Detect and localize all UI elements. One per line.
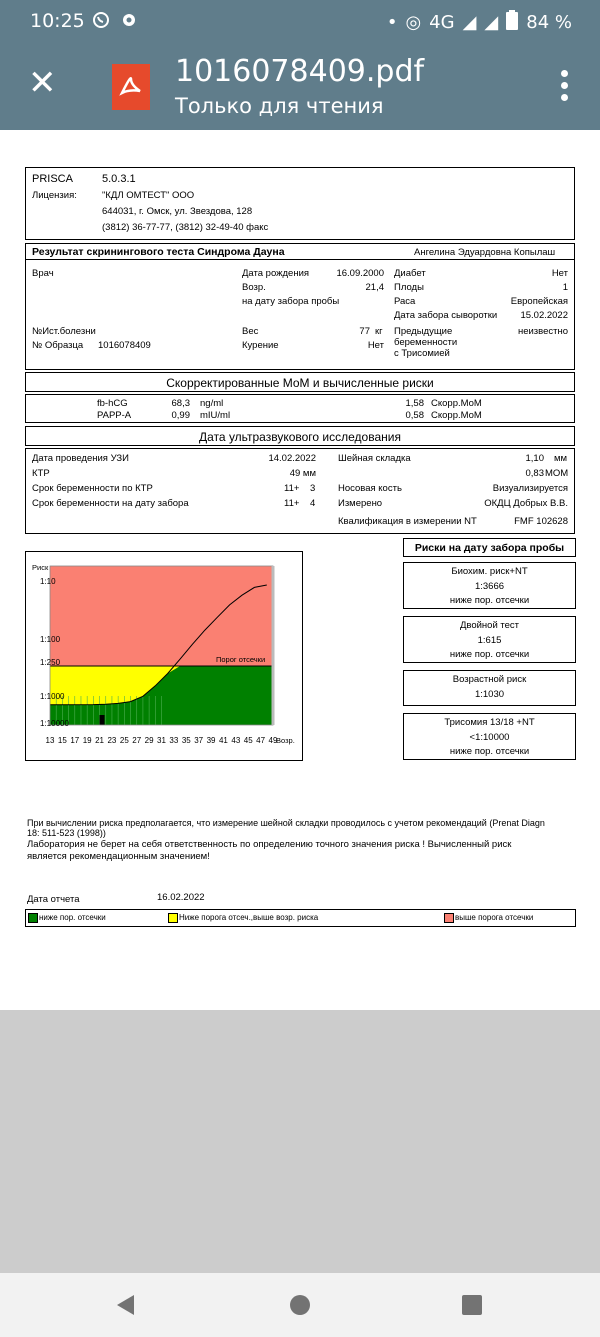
fetuses-value: 1 <box>562 282 568 293</box>
status-time: 10:25 <box>30 10 85 32</box>
legend-swatch-green <box>28 913 38 923</box>
risks-title-box <box>403 538 576 557</box>
risk-card-1 <box>403 562 576 609</box>
mom-row-1-unit: ng/ml <box>200 398 224 409</box>
license-box <box>25 167 575 240</box>
risk-2-note: ниже пор. отсечки <box>449 649 530 660</box>
mom-title-box <box>25 372 575 392</box>
prev-label-3: с Трисомией <box>394 348 450 359</box>
mom-row-2-unit: mIU/ml <box>200 410 231 421</box>
x-tick-label: 21 <box>95 736 105 745</box>
measured-label: Измерено <box>338 498 383 509</box>
risk-1-name: Биохим. риск+NT <box>451 566 528 577</box>
age-value: 21,4 <box>365 282 384 293</box>
qual-label: Квалификация в измерении NT <box>338 516 477 527</box>
term-sample-weeks: 11+ <box>284 498 300 509</box>
x-tick-label: 15 <box>57 736 67 745</box>
nasal-label: Носовая кость <box>338 483 402 494</box>
us-box <box>25 448 575 534</box>
x-tick-label: 47 <box>256 736 266 745</box>
mom-row-2-value: 0,99 <box>171 410 190 421</box>
note-line-1: При вычислении риска предполагается, что измерение шейной складки проводилось с учетом рекомендаций (Prenat Diagn <box>27 818 545 828</box>
result-box <box>25 243 575 370</box>
serum-date-value: 15.02.2022 <box>520 310 568 321</box>
y-tick-label: 1:10000 <box>40 719 69 728</box>
viewer-background <box>0 1010 600 1273</box>
legend-label-green: ниже пор. отсечки <box>39 913 106 922</box>
term-sample-label: Срок беременности на дату забора <box>32 498 189 509</box>
note-line-2: 18: 511-523 (1998)) <box>27 828 106 838</box>
smoking-label: Курение <box>242 340 279 351</box>
dob-label: Дата рождения <box>242 268 310 279</box>
age-note: на дату забора пробы <box>242 296 340 307</box>
nt-mom-unit: МОМ <box>545 468 569 479</box>
y-tick-label: 1:100 <box>40 635 61 644</box>
prev-label-2: беременности <box>394 337 458 348</box>
more-options-icon[interactable] <box>556 70 572 106</box>
race-label: Раса <box>394 296 416 307</box>
x-tick-label: 25 <box>119 736 129 745</box>
race-value: Европейская <box>510 296 568 307</box>
mom-row-2-name: PAPP-A <box>97 410 132 421</box>
risks-title: Риски на дату забора пробы <box>414 542 565 554</box>
company-phones: (3812) 36-77-77, (3812) 32-49-40 факс <box>102 222 269 233</box>
term-ktr-days: 3 <box>310 483 316 494</box>
risk-1-value: 1:3666 <box>474 581 505 592</box>
sample-label: № Образца <box>32 340 84 351</box>
x-axis-label: Возр. <box>276 736 295 745</box>
patient-name: Ангелина Эдуардовна Копылаш <box>414 247 556 258</box>
weight-label: Вес <box>242 326 259 337</box>
doctor-label: Врач <box>32 268 54 279</box>
app-bar <box>0 44 600 130</box>
navigation-bar <box>0 1273 600 1337</box>
y-tick-label: 1:10 <box>40 577 56 586</box>
serum-date-label: Дата забора сыворотки <box>394 310 498 321</box>
y-axis-label: Риск <box>32 563 49 572</box>
risk-4-name: Трисомия 13/18 +NT <box>444 717 535 728</box>
x-tick-label: 35 <box>181 736 191 745</box>
file-title: 1016078409.pdf <box>175 54 425 89</box>
risk-3-name: Возрастной риск <box>452 674 527 685</box>
nt-label: Шейная складка <box>338 453 411 464</box>
dot-icon: • <box>386 12 398 33</box>
prisca-version: 5.0.3.1 <box>102 173 136 185</box>
prev-label-1: Предыдущие <box>394 326 453 337</box>
fetuses-label: Плоды <box>394 282 424 293</box>
recents-icon[interactable] <box>461 1294 483 1316</box>
x-tick-label: 31 <box>157 736 166 745</box>
ktr-label: КТР <box>32 468 50 479</box>
risk-2-name: Двойной тест <box>459 620 520 631</box>
ktr-value: 49 мм <box>289 468 316 479</box>
nt-mom-value: 0,83 <box>525 468 544 479</box>
sample-value: 1016078409 <box>98 340 151 351</box>
x-tick-label: 23 <box>107 736 117 745</box>
x-tick-label: 43 <box>231 736 241 745</box>
weight-value: 77 <box>359 326 370 337</box>
company-name: "КДЛ ОМТЕСТ" ООО <box>102 190 195 201</box>
home-icon[interactable] <box>289 1294 311 1316</box>
risk-4-note: ниже пор. отсечки <box>449 746 530 757</box>
risk-card-2 <box>403 616 576 663</box>
us-title: Дата ультразвукового исследования <box>199 430 401 444</box>
qual-value: FMF 102628 <box>514 516 568 527</box>
dob-value: 16.09.2000 <box>336 268 384 279</box>
pdf-page <box>0 130 600 1010</box>
y-tick-label: 1:250 <box>40 658 61 667</box>
history-label: №Ист.болезни <box>32 326 96 337</box>
pdf-file-icon <box>112 64 150 110</box>
x-tick-label: 37 <box>194 736 204 745</box>
x-tick-label: 17 <box>70 736 80 745</box>
risk-chart <box>25 551 303 761</box>
prisca-label: PRISCA <box>32 173 73 185</box>
x-tick-label: 41 <box>218 736 228 745</box>
network-type: 4G <box>429 12 455 33</box>
read-only-label: Только для чтения <box>175 94 384 118</box>
term-ktr-label: Срок беременности по КТР <box>32 483 153 494</box>
signal-icon-2: ◢ <box>484 12 499 33</box>
x-tick-label: 27 <box>132 736 142 745</box>
legend-label-salmon: выше порога отсечки <box>455 913 534 922</box>
us-date-value: 14.02.2022 <box>268 453 316 464</box>
patient-marker <box>100 715 105 725</box>
battery-icon <box>506 10 518 35</box>
prev-value: неизвестно <box>517 326 568 337</box>
risk-card-4 <box>403 713 576 760</box>
hotspot-icon: ◎ <box>405 12 422 33</box>
x-tick-label: 19 <box>82 736 92 745</box>
report-date-label: Дата отчета <box>27 894 80 905</box>
measured-value: ОКДЦ Добрых В.В. <box>484 498 568 509</box>
weight-unit: кг <box>375 326 383 337</box>
cutoff-label: Порог отсечки <box>216 655 266 664</box>
risk-1-note: ниже пор. отсечки <box>449 595 530 606</box>
x-tick-label: 49 <box>268 736 278 745</box>
company-address: 644031, г. Омск, ул. Звездова, 128 <box>102 206 253 217</box>
mom-row-1-name: fb-hCG <box>97 398 128 409</box>
zone-above-cutoff <box>50 566 273 666</box>
risk-chart-svg <box>26 552 302 760</box>
result-title: Результат скринингового теста Синдрома Дауна <box>32 246 285 258</box>
back-icon[interactable] <box>114 1293 136 1317</box>
y-tick-label: 1:1000 <box>40 692 65 701</box>
risk-4-value: <1:10000 <box>469 732 510 743</box>
settings-gear-icon <box>120 11 138 34</box>
us-title-box <box>25 426 575 446</box>
whatsapp-icon <box>92 11 110 34</box>
legend <box>25 909 576 927</box>
nasal-value: Визуализируется <box>492 483 568 494</box>
x-tick-label: 29 <box>144 736 154 745</box>
signal-icon-1: ◢ <box>462 12 477 33</box>
battery-level: 84 % <box>526 12 572 33</box>
mom-title: Скорректированные МоМ и вычисленные риски <box>166 376 434 390</box>
mom-row-1-mom: 1,58 <box>405 398 424 409</box>
mom-row-2-mom: 0,58 <box>405 410 424 421</box>
term-sample-days: 4 <box>310 498 316 509</box>
mom-row-1-label: Скорр.МоМ <box>431 398 482 409</box>
mom-row-1-value: 68,3 <box>171 398 190 409</box>
age-label: Возр. <box>242 282 266 293</box>
x-tick-label: 45 <box>243 736 253 745</box>
mom-values-box <box>25 394 575 423</box>
status-right <box>387 10 572 35</box>
x-tick-label: 39 <box>206 736 216 745</box>
diabetes-value: Нет <box>551 268 568 279</box>
legend-swatch-yellow <box>168 913 178 923</box>
close-icon[interactable]: ✕ <box>28 63 57 103</box>
mom-row-2-label: Скорр.МоМ <box>431 410 482 421</box>
license-label: Лицензия: <box>32 190 77 201</box>
risk-card-3 <box>403 670 576 706</box>
x-tick-label: 13 <box>45 736 55 745</box>
x-tick-label: 33 <box>169 736 179 745</box>
legend-swatch-salmon <box>444 913 454 923</box>
legend-label-yellow: Ниже порога отсеч.,выше возр. риска <box>179 913 319 922</box>
nt-unit: мм <box>554 453 568 464</box>
smoking-value: Нет <box>367 340 384 351</box>
term-ktr-weeks: 11+ <box>284 483 300 494</box>
us-date-label: Дата проведения УЗИ <box>32 453 129 464</box>
nt-value: 1,10 <box>525 453 544 464</box>
risk-2-value: 1:615 <box>477 635 502 646</box>
note-line-4: является рекомендационным значением! <box>27 851 210 862</box>
status-bar <box>0 0 600 44</box>
note-line-3: Лаборатория не берет на себя ответственность по определению точного значения риска ! Вычисленный риск <box>27 839 512 850</box>
diabetes-label: Диабет <box>394 268 426 279</box>
risk-3-value: 1:1030 <box>474 689 505 700</box>
report-date-value: 16.02.2022 <box>157 892 205 903</box>
